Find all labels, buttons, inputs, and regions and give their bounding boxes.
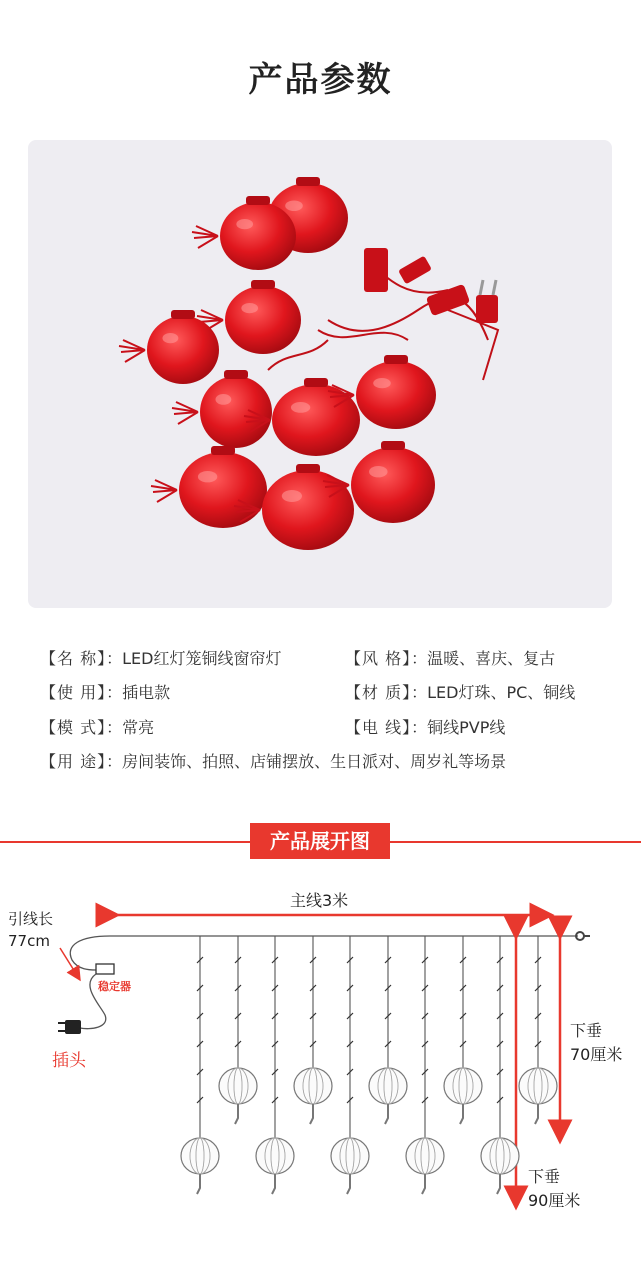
controller-box [364, 248, 388, 292]
spec-name: 【名 称】：LED红灯笼铜线窗帘灯 [40, 649, 282, 668]
spec-style: 【风 格】：温暖、喜庆、复古 [345, 649, 556, 668]
main-line-label: 主线3米 [290, 891, 349, 910]
drop-70-label-1: 下垂 [570, 1021, 603, 1040]
plug-icon [58, 1020, 81, 1034]
hanging-strand-1 [181, 936, 219, 1194]
section-banner: 产品展开图 [250, 823, 390, 859]
product-photo [28, 140, 612, 608]
page-title: 产品参数 [248, 60, 393, 100]
lantern-photo-illustration [28, 140, 612, 608]
spec-mode: 【模 式】：常亮 [40, 718, 155, 737]
hanging-strand-10 [519, 936, 557, 1124]
drop-90-label-2: 90厘米 [528, 1191, 581, 1210]
lead-length-value: 77cm [8, 932, 50, 950]
hanging-strand-8 [444, 936, 482, 1124]
hanging-strand-2 [219, 936, 257, 1124]
plug-label: 插头 [52, 1051, 86, 1071]
spec-purpose: 【用 途】：房间装饰、拍照、店铺摆放、生日派对、周岁礼等场景 [40, 752, 507, 771]
lead-length-label: 引线长 [8, 910, 54, 928]
hanging-strand-7 [406, 936, 444, 1194]
stabilizer-box [96, 964, 114, 974]
hanging-strand-3 [256, 936, 294, 1194]
spec-material: 【材 质】：LED灯珠、PC、铜线 [345, 683, 576, 702]
drop-90-label-1: 下垂 [528, 1167, 561, 1186]
spec-usage: 【使 用】：插电款 [40, 683, 171, 702]
hanging-strand-5 [331, 936, 369, 1194]
hanging-strand-4 [294, 936, 332, 1124]
stabilizer-label: 稳定器 [98, 980, 131, 993]
spec-wire: 【电 线】：铜线PVP线 [345, 718, 506, 737]
hanging-strand-6 [369, 936, 407, 1124]
hanging-strand-9 [481, 936, 519, 1194]
expansion-diagram [0, 870, 641, 1230]
drop-70-label-2: 70厘米 [570, 1045, 623, 1064]
